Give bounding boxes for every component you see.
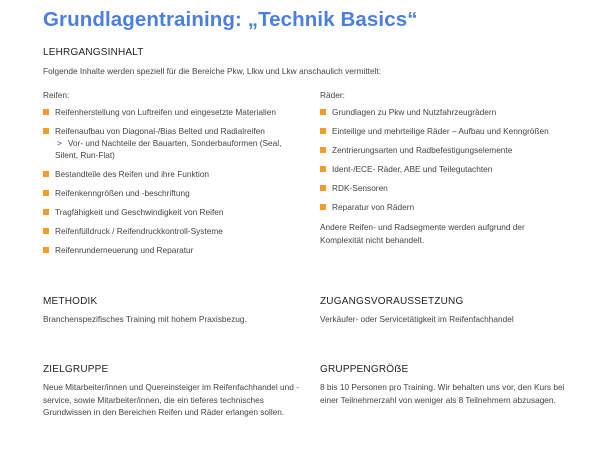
methodik-heading: METHODIK: [43, 296, 98, 307]
list-item: Reifenkenngrößen und -beschriftung: [43, 187, 303, 199]
square-bullet-icon: [43, 247, 49, 253]
square-bullet-icon: [320, 166, 326, 172]
square-bullet-icon: [43, 228, 49, 234]
list-item: RDK-Sensoren: [320, 182, 570, 194]
zielgruppe-heading: ZIELGRUPPE: [43, 364, 109, 375]
list-item: Zentrierungsarten und Radbefestigungselemente: [320, 144, 570, 156]
raeder-note: Andere Reifen- und Radsegmente werden aufgrund der Komplexität nicht behandelt.: [320, 222, 525, 245]
square-bullet-icon: [320, 109, 326, 115]
chevron-right-icon: >: [57, 138, 62, 148]
reifen-list: [43, 106, 303, 256]
lehrgangsinhalt-intro: Folgende Inhalte werden speziell für die Bereiche Pkw, Llkw und Lkw anschaulich vermittelt:: [43, 66, 382, 76]
raeder-label: Räder:: [320, 90, 345, 100]
square-bullet-icon: [43, 171, 49, 177]
gruppengroesse-text: 8 bis 10 Personen pro Training. Wir behalten uns vor, den Kurs bei einer Teilnehmerzahl von weniger als 8 Teilnehmern abzusagen.: [320, 382, 565, 405]
page-title: Grundlagentraining: „Technik Basics“: [43, 8, 418, 31]
list-item: Tragfähigkeit und Geschwindigkeit von Reifen: [43, 206, 303, 218]
square-bullet-icon: [320, 128, 326, 134]
raeder-list: [320, 106, 570, 213]
zugangsvoraussetzung-text: Verkäufer- oder Servicetätigkeit im Reifenfachhandel: [320, 314, 514, 324]
zielgruppe-text: Neue Mitarbeiter/innen und Quereinsteiger im Reifenfachhandel und -service, sowie Mitarbeiter/innen, die ein tieferes technisches Grundwissen in den Bereichen Reifen und Räder erlangen sollen.: [43, 382, 299, 417]
list-item: Bestandteile des Reifen und ihre Funktion: [43, 168, 303, 180]
square-bullet-icon: [43, 128, 49, 134]
list-item: Einteilige und mehrteilige Räder – Aufbau und Kenngrößen: [320, 125, 570, 137]
list-item: Reifenherstellung von Luftreifen und eingesetzte Materialien: [43, 106, 303, 118]
reifen-label: Reifen:: [43, 90, 70, 100]
square-bullet-icon: [320, 185, 326, 191]
methodik-text: Branchenspezifisches Training mit hohem Praxisbezug.: [43, 314, 247, 324]
list-item: Grundlagen zu Pkw und Nutzfahrzeugrädern: [320, 106, 570, 118]
list-item: Reifenrunderneuerung und Reparatur: [43, 244, 303, 256]
lehrgangsinhalt-heading: LEHRGANGSINHALT: [43, 47, 144, 58]
zugangsvoraussetzung-heading: ZUGANGSVORAUSSETZUNG: [320, 296, 464, 307]
square-bullet-icon: [320, 147, 326, 153]
square-bullet-icon: [43, 109, 49, 115]
sub-list-item: > Vor- und Nachteile der Bauarten, Sonderbauformen (Seal, Silent, Run-Flat): [55, 138, 282, 160]
list-item: Reifenaufbau von Diagonal-/Bias Belted und Radialreifen > Vor- und Nachteile der Bauarten, Sonderbauformen (Seal, Silent, Run-Flat): [43, 125, 303, 161]
gruppengroesse-heading: GRUPPENGRÖẞE: [320, 364, 409, 375]
list-item: Ident-/ECE- Räder, ABE und Teilegutachten: [320, 163, 570, 175]
square-bullet-icon: [43, 190, 49, 196]
list-item: Reifenfülldruck / Reifendruckkontroll-Systeme: [43, 225, 303, 237]
square-bullet-icon: [320, 204, 326, 210]
list-item: Reparatur von Rädern: [320, 201, 570, 213]
square-bullet-icon: [43, 209, 49, 215]
